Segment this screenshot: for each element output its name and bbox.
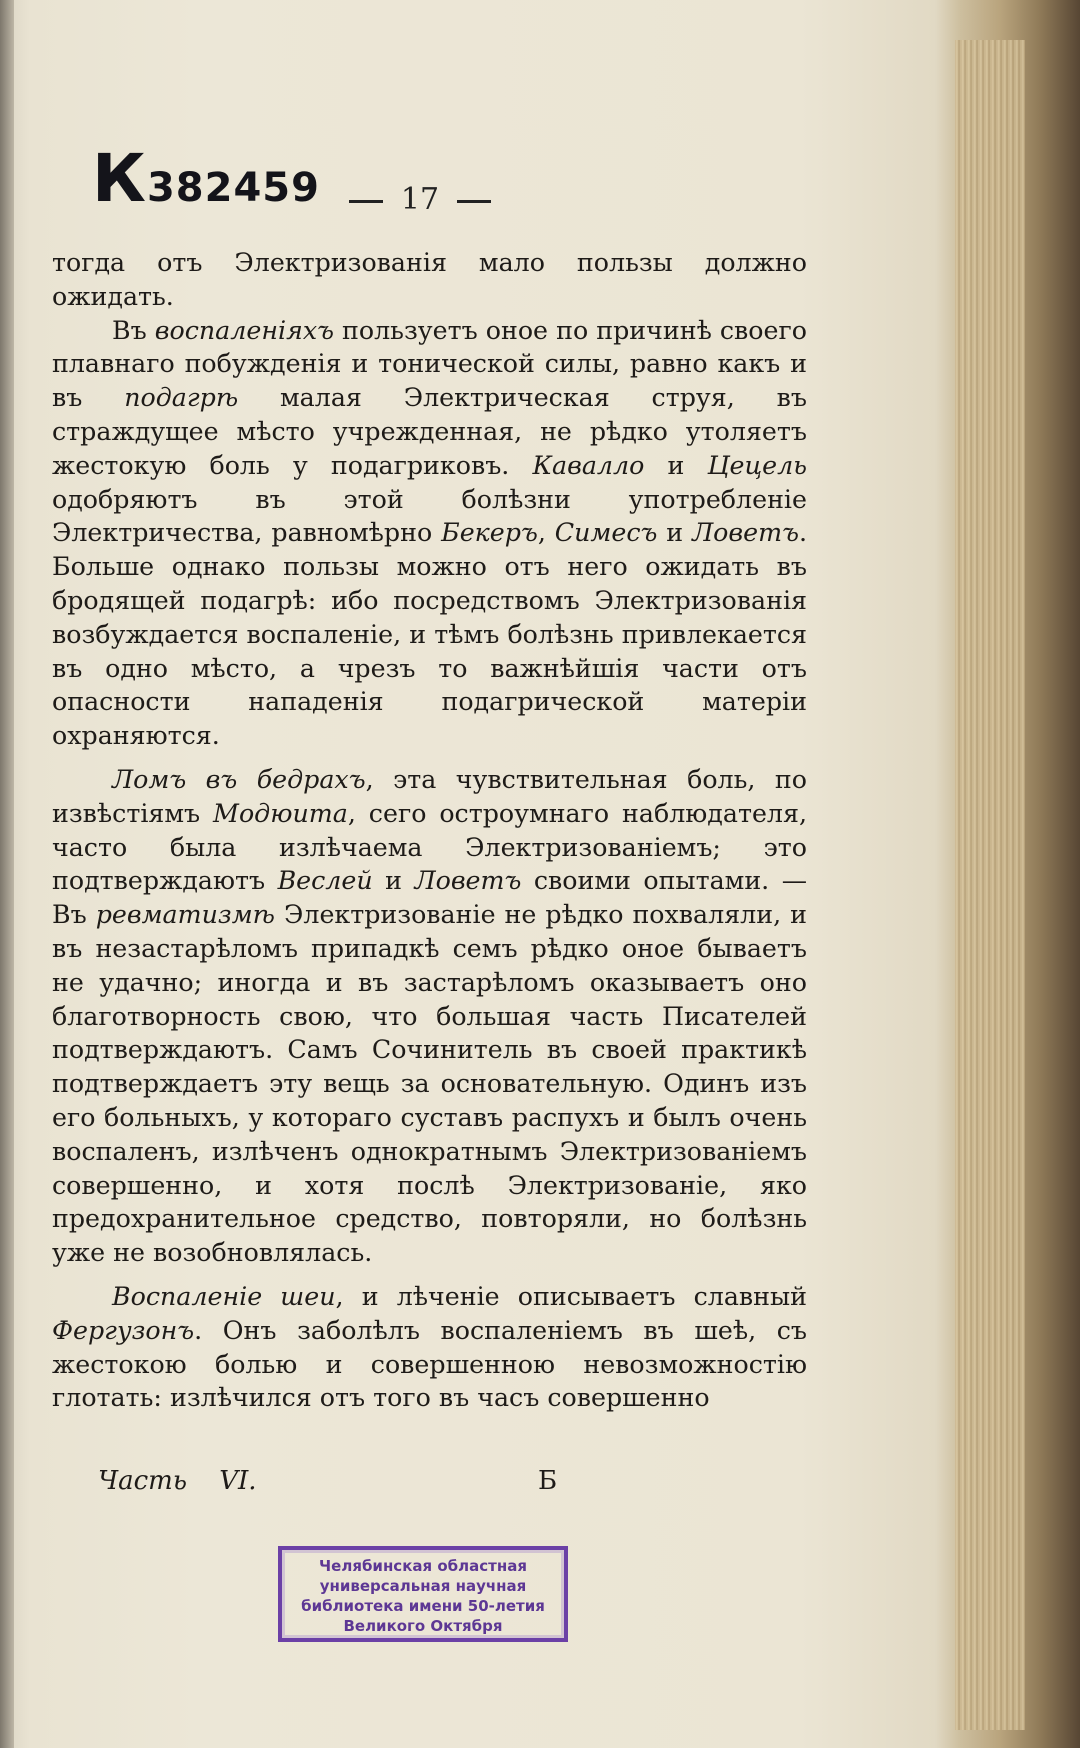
italic-term: Кавалло [532,450,645,480]
text-run: пользуетъ оное по причинѣ своего плавнаго побужденія и тонической силы, равно какъ и въ [52,315,807,413]
paragraph [52,314,807,753]
italic-term: Ловетъ [414,866,522,896]
text-run: и [657,518,693,548]
paragraph [52,1280,807,1415]
stamp-line: Челябинская областная [319,1557,527,1575]
italic-term: воспаленіяхъ [154,315,334,345]
footer-part-label: Часть [98,1466,187,1496]
footer-signature-letter: Б [538,1466,558,1496]
text-run: Электризованіе не рѣдко похваляли, и въ незастарѣломъ припадкѣ семъ рѣдко оное бываетъ не удачно; иногда и въ застарѣломъ оказываетъ оно благотворность свою, что большая часть Писателей подтверждаютъ. Самъ Сочинитель въ своей практикѣ подтверждаетъ эту вещь за основательную. Одинъ изъ его больныхъ, у котораго суставъ распухъ и былъ очень воспаленъ, излѣченъ однократнымъ Электризованіемъ совершенно, и хотя послѣ Электризованіе, яко предохранительное средство, повторяли, но болѣзнь уже не возобновлялась. [52,900,807,1268]
stamp-line: библиотека имени 50-летия [301,1597,545,1615]
italic-term: Веслей [277,866,373,896]
page-number-value: 17 [400,182,440,217]
page-number [330,182,510,217]
text-run: одобряютъ въ этой болѣзни употребленіе Электричества, равномѣрно [52,484,807,548]
text-run: . Больше однако пользы можно отъ него ожидать въ бродящей подагрѣ: ибо посредствомъ Электризованія возбуждается воспаленіе, и тѣмъ болѣзнь привлекается въ одно мѣсто, а чрезъ то важнѣйшія части отъ опасности нападенія подагрической матеріи охраняются. [52,518,807,751]
italic-term: Ловетъ [692,518,799,548]
italic-term: Фергузонъ [52,1315,195,1345]
shelfmark-number: 382459 [146,165,320,211]
italic-term: Ломъ въ бедрахъ [112,764,366,794]
paragraph [52,246,807,314]
text-run: Въ [112,315,155,345]
stamp-line: Великого Октября [343,1617,503,1635]
body-text [52,246,807,1415]
italic-term: подагрѣ [124,383,239,413]
shelfmark-prefix: К [92,140,147,217]
text-run: . Онъ заболѣлъ воспаленіемъ въ шеѣ, съ жестокою болью и совершенною невозможностію глотать: излѣчился отъ того въ часъ совершенно [52,1315,807,1413]
text-run: и [372,866,415,896]
shelfmark [92,140,320,217]
text-run: и [644,450,708,480]
text-run: своими опытами. — Въ [52,866,807,930]
page-footer [98,1466,618,1496]
italic-term: Модюита [213,798,348,828]
dash-right [457,200,491,203]
page-edges [955,40,1025,1730]
italic-term: Бекеръ [441,518,538,548]
text-run: тогда отъ Электризованія мало пользы должно ожидать. [52,248,807,311]
dash-left [349,200,383,203]
stamp-line: универсальная научная [319,1577,527,1595]
text-run: , сего остроумнаго наблюдателя, часто была излѣчаема Электризованіемъ; это подтверждаютъ [52,798,807,896]
italic-term: Цецель [707,450,807,480]
library-stamp [278,1546,568,1642]
text-run: , [537,518,555,548]
text-run: , и лѣченіе описываетъ славный [335,1281,807,1311]
text-run: малая Электрическая струя, въ страждущее мѣсто учрежденная, не рѣдко утоляетъ жестокую боль у подагриковъ. [52,383,807,480]
paragraph [52,763,807,1270]
italic-term: ревматизмѣ [95,900,276,930]
text-run: , эта чувствительная боль, по извѣстіямъ [52,764,808,828]
italic-term: Симесъ [554,518,658,548]
book-binding [0,0,14,1748]
footer-part-number: VI. [219,1466,257,1496]
italic-term: Воспаленіе шеи [112,1281,336,1311]
